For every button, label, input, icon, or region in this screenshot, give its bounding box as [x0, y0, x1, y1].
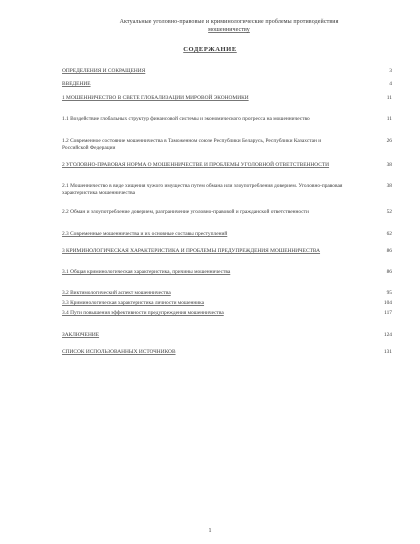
toc-entry-page: 104 — [383, 300, 392, 306]
toc-entry-page: 86 — [386, 269, 392, 275]
toc-entry[interactable] — [62, 116, 392, 123]
toc-entry[interactable] — [62, 231, 392, 238]
toc-entry-page: 38 — [386, 162, 392, 168]
toc-entry-page: 38 — [386, 183, 392, 189]
toc-entry-page: 4 — [389, 81, 392, 87]
toc-entry[interactable] — [62, 269, 392, 276]
toc-entry-page: 95 — [386, 290, 392, 296]
toc-entry-text: ОПРЕДЕЛЕНИЯ И СОКРАЩЕНИЯ — [62, 68, 146, 74]
toc-entry[interactable] — [62, 332, 392, 339]
toc-title: СОДЕРЖАНИЕ — [183, 46, 237, 53]
toc-entry-text: 3.3 Криминологическая характеристика личности мошенника — [62, 300, 205, 306]
toc-entry-text: 3.4 Пути повышения эффективности предупреждения мошенничества — [62, 310, 224, 316]
toc-entry[interactable] — [62, 162, 392, 169]
toc-entry-text: ЗАКЛЮЧЕНИЕ — [62, 332, 100, 338]
toc-entry-text: 3 КРИМИНОЛОГИЧЕСКАЯ ХАРАКТЕРИСТИКА И ПРОБЛЕМЫ ПРЕДУПРЕЖДЕНИЯ МОШЕННИЧЕСТВА — [62, 248, 321, 254]
toc-entry-text: 2 УГОЛОВНО-ПРАВОВАЯ НОРМА О МОШЕННИЧЕСТВЕ И ПРОБЛЕМЫ УГОЛОВНОЙ ОТВЕТСТВЕННОСТИ — [62, 162, 330, 168]
toc-entry[interactable] — [62, 81, 392, 88]
toc-entry-text: 1.2 Современное состояние мошенничества в Таможенном союзе Республики Беларусь, Республики Казахстан и Российской Федерации — [62, 138, 322, 151]
toc-entry[interactable] — [62, 138, 392, 152]
toc-entry-page: 124 — [383, 332, 392, 338]
toc-entry-text: 2.3 Современные мошенничества и их основные составы преступлений — [62, 231, 228, 237]
toc-entry-text: ВВЕДЕНИЕ — [62, 81, 91, 87]
toc-entry[interactable] — [62, 290, 392, 297]
toc-entry[interactable] — [62, 310, 392, 317]
toc-entry-page: 3 — [389, 68, 392, 74]
header-line-1: Актуальные уголовно-правовые и криминологические проблемы противодействия — [119, 19, 339, 25]
toc-entry-page: 117 — [384, 310, 392, 316]
toc-entry-text: 2.1 Мошенничество в виде хищения чужого имущества путем обмана или злоупотребления доверием. Уголовно-правовая характеристика мошенничества — [62, 183, 343, 196]
toc-entry-page: 131 — [383, 349, 392, 355]
toc-entry[interactable] — [62, 95, 392, 102]
toc-entry-page: 11 — [386, 116, 392, 122]
toc-entry[interactable] — [62, 248, 392, 255]
toc-entry[interactable] — [62, 300, 392, 307]
toc-entry[interactable] — [62, 183, 392, 197]
toc-entry-text: 2.2 Обман и злоупотребление доверием, разграничение уголовно-правовой и гражданской ответственности — [62, 209, 309, 215]
toc-entry-page: 86 — [386, 248, 392, 254]
toc-entry-page: 11 — [386, 95, 392, 101]
header-line-2: мошенничеству — [208, 27, 250, 33]
toc-entry-text: СПИСОК ИСПОЛЬЗОВАННЫХ ИСТОЧНИКОВ — [62, 349, 176, 355]
toc-entry-page: 52 — [386, 209, 392, 215]
toc-entry-text: 3.2 Виктимологический аспект мошенничества — [62, 290, 171, 296]
toc-entry-text: 1 МОШЕННИЧЕСТВО В СВЕТЕ ГЛОБАЛИЗАЦИИ МИРОВОЙ ЭКОНОМИКИ — [62, 95, 249, 101]
document-header — [68, 18, 390, 34]
toc-entry-page: 26 — [386, 138, 392, 144]
toc-entry[interactable] — [62, 209, 392, 216]
toc-entry-page: 62 — [386, 231, 392, 237]
toc-entry-text: 1.1 Воздействие глобальных структур финансовой системы и экономического прогресса на мошенничество — [62, 116, 310, 122]
toc-entry-text: 3.1 Общая криминологическая характеристика, причины мошенничества — [62, 269, 231, 275]
toc-entry[interactable] — [62, 68, 392, 75]
page-number: 1 — [208, 528, 212, 534]
toc-entry[interactable] — [62, 349, 392, 356]
